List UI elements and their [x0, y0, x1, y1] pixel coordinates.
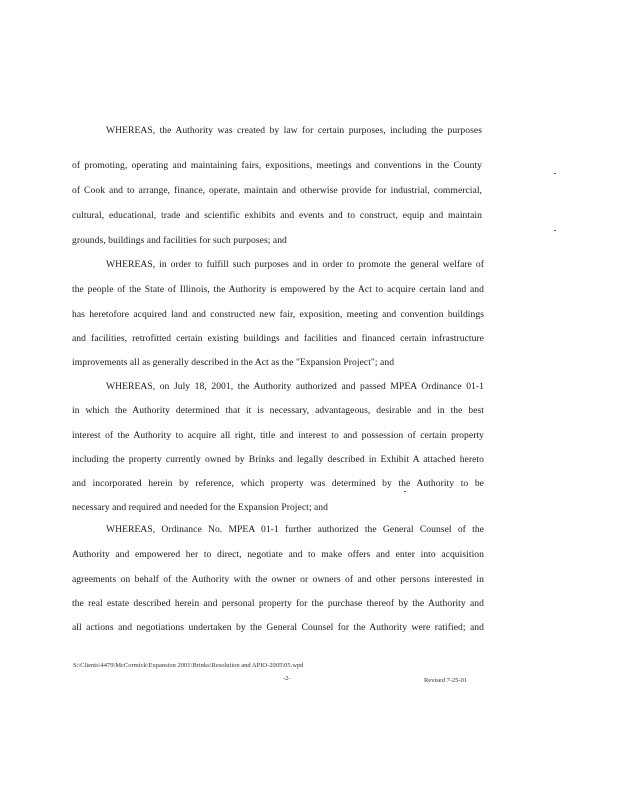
- footer-page-number: -2-: [283, 675, 291, 682]
- scan-speck: [404, 491, 406, 492]
- paragraph-3-line-3: interest of the Authority to acquire all right, title and interest to and possession of certain property: [72, 430, 484, 441]
- scan-speck: [554, 173, 556, 174]
- paragraph-1-line-5: grounds, buildings and facilities for such purposes; and: [72, 235, 287, 246]
- paragraph-2-line-2: the people of the State of Illinois, the Authority is empowered by the Act to acquire certain land and: [72, 284, 484, 295]
- paragraph-4-line-3: agreements on behalf of the Authority with the owner or owners of and other persons interested in: [72, 574, 484, 585]
- paragraph-4-line-5: all actions and negotiations undertaken by the General Counsel for the Authority were ratified; and: [72, 622, 484, 633]
- paragraph-3-line-5: and incorporated herein by reference, which property was determined by the Authority to be: [72, 478, 484, 489]
- paragraph-4-line-4: the real estate described herein and personal property for the purchase thereof by the Authority and: [72, 598, 484, 609]
- paragraph-3-line-4: including the property currently owned by Brinks and legally described in Exhibit A attached hereto: [72, 454, 484, 465]
- paragraph-4-line-1: WHEREAS, Ordinance No. MPEA 01-1 further authorized the General Counsel of the: [106, 524, 484, 535]
- paragraph-1-line-4: cultural, educational, trade and scientific exhibits and events and to construct, equip and maintain: [72, 210, 482, 221]
- paragraph-4-line-2: Authority and empowered her to direct, negotiate and to make offers and enter into acquisition: [72, 549, 484, 560]
- paragraph-2-line-1: WHEREAS, in order to fulfill such purposes and in order to promote the general welfare of: [106, 259, 484, 270]
- scan-speck: [554, 230, 556, 231]
- paragraph-3-line-2: in which the Authority determined that it is necessary, advantageous, desirable and in the best: [72, 405, 484, 416]
- paragraph-1-line-3: of Cook and to arrange, finance, operate, maintain and otherwise provide for industrial, commercial,: [72, 185, 482, 196]
- footer-file-path: S:\Clients\4479\McCormick\Expansion 2001\Brinks\Resolution and APIO-2005\05.wpd: [73, 662, 304, 669]
- paragraph-3-line-1: WHEREAS, on July 18, 2001, the Authority authorized and passed MPEA Ordinance 01-1: [106, 381, 484, 392]
- footer-revised-date: Revised 7-25-01: [424, 677, 468, 684]
- paragraph-1-line-1: WHEREAS, the Authority was created by law for certain purposes, including the purposes: [106, 125, 482, 136]
- paragraph-3-line-6: necessary and required and needed for the Expansion Project; and: [72, 502, 329, 513]
- paragraph-1-line-2: of promoting, operating and maintaining fairs, expositions, meetings and conventions in the County: [72, 160, 482, 171]
- paragraph-2-line-5: improvements all as generally described in the Act as the "Expansion Project"; and: [72, 357, 395, 368]
- paragraph-2-line-4: and facilities, retrofitted certain existing buildings and facilities and financed certain infrastructure: [72, 333, 484, 344]
- paragraph-2-line-3: has heretofore acquired land and constructed new fair, exposition, meeting and convention buildings: [72, 309, 484, 320]
